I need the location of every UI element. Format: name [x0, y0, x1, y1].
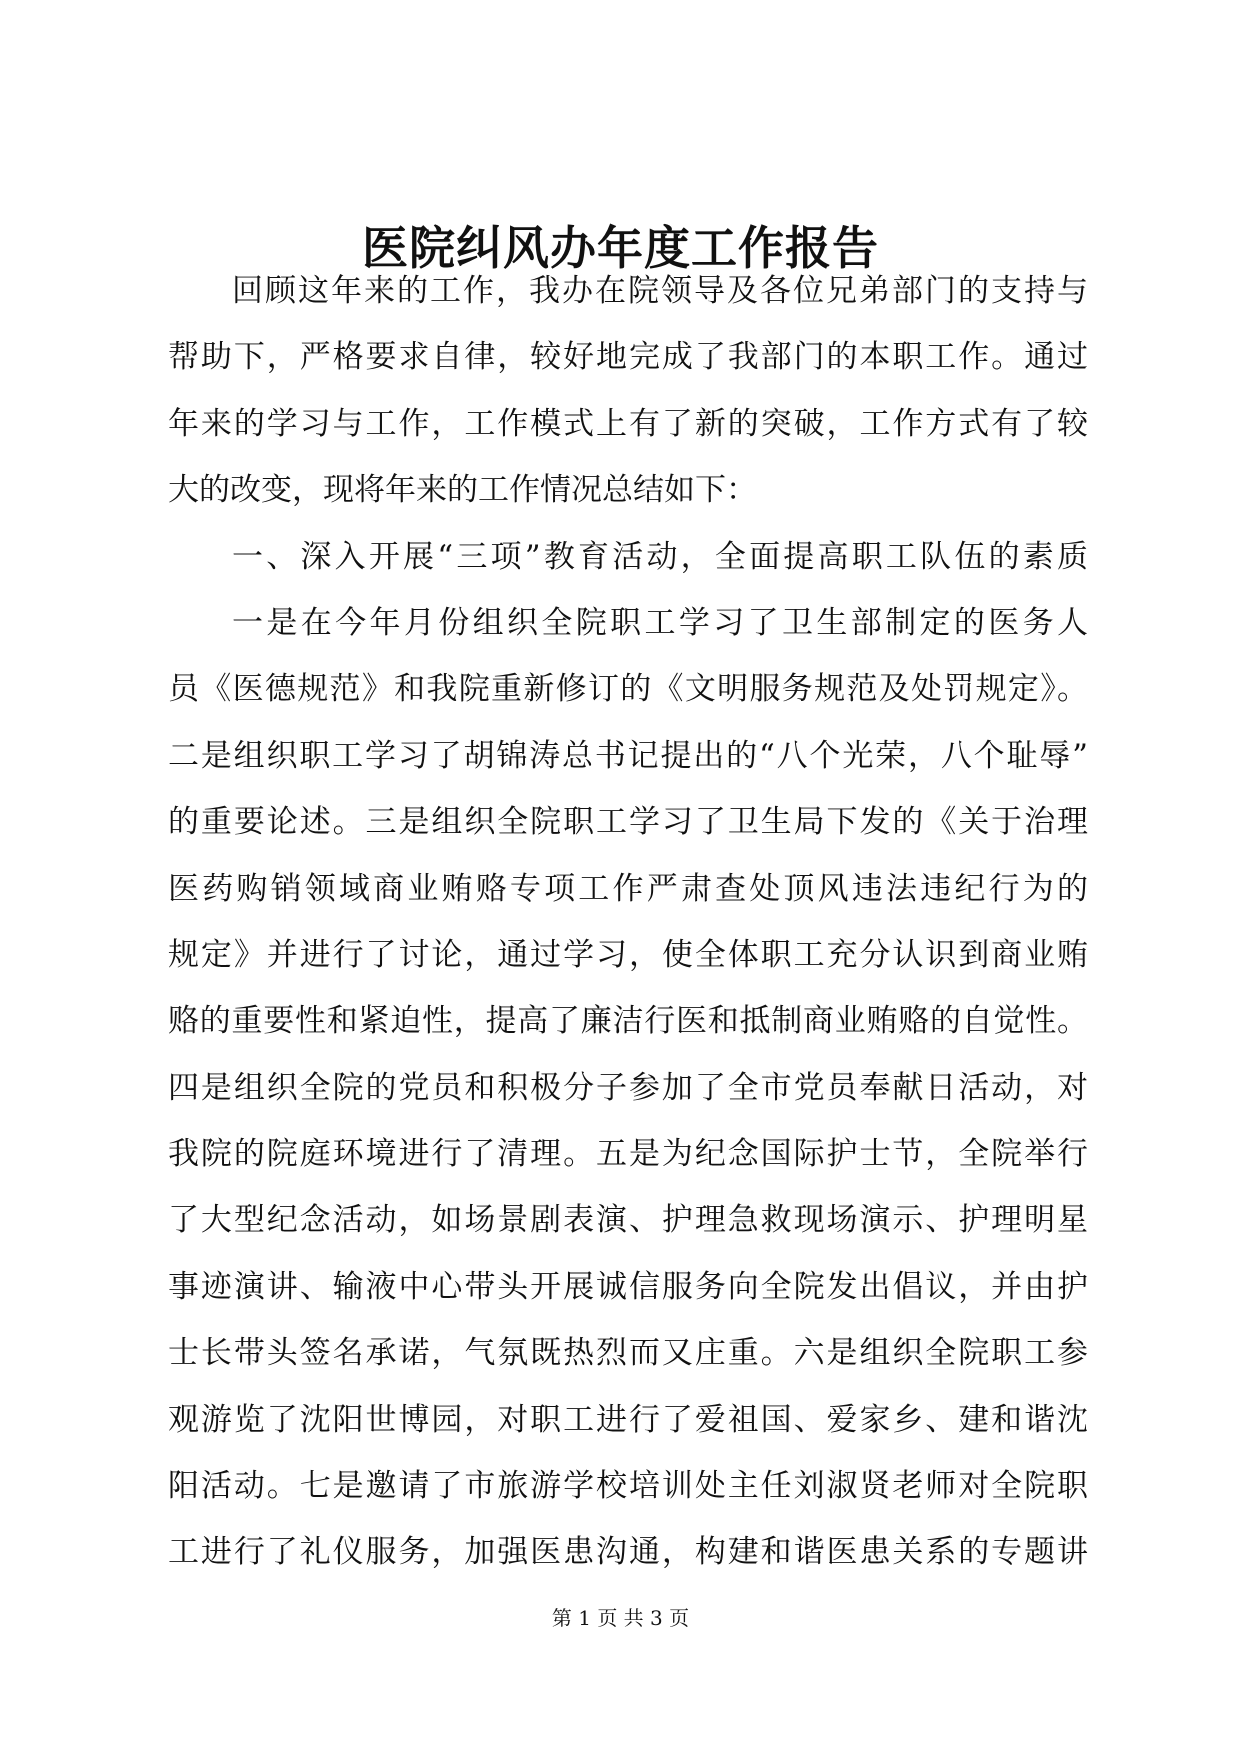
section-heading: 一、深入开展“三项”教育活动，全面提高职工队伍的素质: [232, 538, 1088, 575]
page-number: 第 1 页 共 3 页: [551, 1606, 690, 1630]
body-line: 工进行了礼仪服务，加强医患沟通，构建和谐医患关系的专题讲: [168, 1534, 1088, 1571]
body-line: 帮助下，严格要求自律，较好地完成了我部门的本职工作。通过: [168, 339, 1088, 376]
body-line: 事迹演讲、输液中心带头开展诚信服务向全院发出倡议，并由护: [168, 1268, 1088, 1305]
body-line: 二是组织职工学习了胡锦涛总书记提出的“八个光荣，八个耻辱”: [168, 737, 1088, 774]
document-body: [168, 258, 1088, 1586]
body-line: 一是在今年月份组织全院职工学习了卫生部制定的医务人: [232, 604, 1088, 641]
page-footer: [0, 1604, 1241, 1632]
body-line: 阳活动。七是邀请了市旅游学校培训处主任刘淑贤老师对全院职: [168, 1468, 1088, 1505]
document-title: 医院纠风办年度工作报告: [362, 221, 879, 275]
body-line: 观游览了沈阳世博园，对职工进行了爱祖国、爱家乡、建和谐沈: [168, 1401, 1088, 1438]
body-line: 员《医德规范》和我院重新修订的《文明服务规范及处罚规定》。: [168, 671, 1088, 708]
body-line: 回顾这年来的工作，我办在院领导及各位兄弟部门的支持与: [232, 273, 1088, 309]
body-line: 大的改变，现将年来的工作情况总结如下：: [168, 472, 757, 509]
body-line: 了大型纪念活动，如场景剧表演、护理急救现场演示、护理明星: [168, 1202, 1088, 1239]
body-line: 规定》并进行了讨论，通过学习，使全体职工充分认识到商业贿: [168, 936, 1088, 973]
body-line: 赂的重要性和紧迫性，提高了廉洁行医和抵制商业贿赂的自觉性。: [168, 1003, 1088, 1040]
body-line: 四是组织全院的党员和积极分子参加了全市党员奉献日活动，对: [168, 1069, 1088, 1106]
body-line: 士长带头签名承诺，气氛既热烈而又庄重。六是组织全院职工参: [168, 1335, 1088, 1372]
body-line: 我院的院庭环境进行了清理。五是为纪念国际护士节，全院举行: [168, 1136, 1088, 1173]
body-line: 年来的学习与工作，工作模式上有了新的突破，工作方式有了较: [168, 405, 1088, 442]
body-line: 医药购销领域商业贿赂专项工作严肃查处顶风违法违纪行为的: [168, 870, 1088, 907]
body-line: 的重要论述。三是组织全院职工学习了卫生局下发的《关于治理: [168, 804, 1088, 841]
